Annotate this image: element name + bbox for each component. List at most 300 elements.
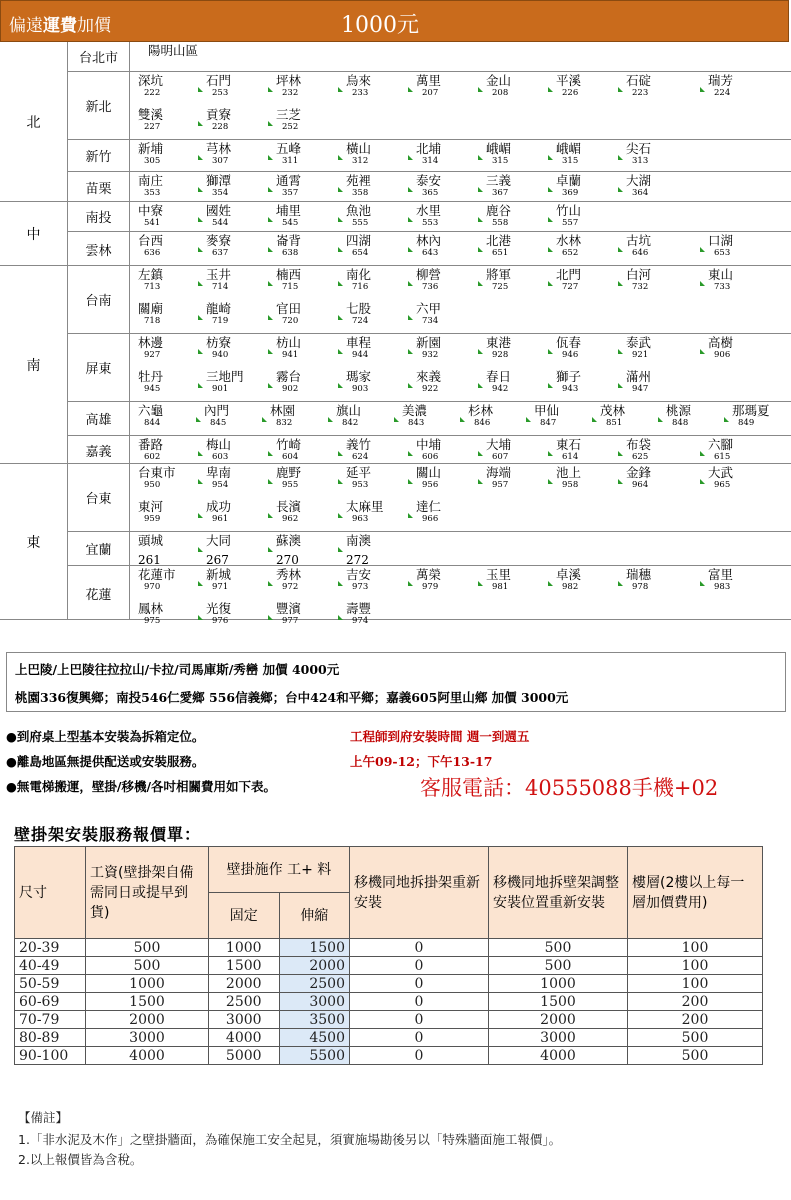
zone-postcode: 941 (282, 349, 299, 360)
zone-name: 吉安 (346, 567, 372, 582)
zone-postcode: 553 (422, 217, 439, 228)
zone-postcode: 544 (212, 217, 229, 228)
table-cell: 1500 (279, 939, 350, 957)
marker-icon (198, 615, 203, 620)
marker-icon (478, 187, 483, 192)
zone-item (346, 535, 406, 566)
header-bar (0, 0, 789, 42)
header-fixed: 固定 (209, 893, 280, 939)
zone-postcode: 906 (714, 349, 731, 360)
zone-postcode: 358 (352, 187, 369, 198)
zone-postcode: 970 (144, 581, 161, 592)
zone-name: 金鋒 (626, 465, 652, 480)
table-cell: 5000 (209, 1047, 280, 1065)
city-label: 台南 (68, 266, 130, 334)
table-cell: 200 (628, 993, 763, 1011)
zone-item (486, 143, 546, 165)
marker-icon (198, 121, 203, 126)
table-cell: 50-59 (15, 975, 86, 993)
table-cell: 2000 (209, 975, 280, 993)
zone-item (486, 269, 546, 291)
zone-list (130, 42, 791, 72)
zone-name: 旗山 (336, 403, 362, 418)
bullet-3: ●無電梯搬運，壁掛/移機/各吋相關費用如下表。 (6, 779, 277, 794)
zone-item (276, 143, 336, 165)
zone-postcode: 315 (492, 155, 509, 166)
zone-item (556, 337, 616, 359)
zone-postcode: 223 (632, 87, 649, 98)
zone-postcode: 725 (492, 281, 509, 292)
zone-name: 深坑 (138, 73, 164, 88)
marker-icon (198, 451, 203, 456)
zone-item (138, 143, 198, 165)
zone-item (138, 405, 198, 427)
zone-item (138, 109, 198, 131)
zone-name: 甲仙 (534, 403, 560, 418)
zone-name: 林內 (416, 233, 442, 248)
table-cell: 70-79 (15, 1011, 86, 1029)
zone-postcode: 846 (474, 417, 491, 428)
zone-name: 通霄 (276, 173, 302, 188)
table-cell: 1000 (209, 939, 280, 957)
zone-item (708, 75, 768, 97)
header-labor: 工資(壁掛架自備需同日或提早到貨) (86, 847, 209, 939)
zone-name: 南澳 (346, 533, 372, 548)
header-move-2: 移機同地拆壁架調整安裝位置重新安裝 (489, 847, 628, 939)
bullet-1: ●到府桌上型基本安裝為拆箱定位。 (6, 729, 205, 744)
zone-name: 延平 (346, 465, 372, 480)
table-cell: 3000 (279, 993, 350, 1011)
zone-name: 壽豐 (346, 601, 372, 616)
zone-postcode: 946 (562, 349, 579, 360)
zone-name: 台東市 (138, 465, 176, 480)
zone-item (346, 439, 406, 461)
zone-item (346, 143, 406, 165)
marker-icon (548, 349, 553, 354)
region-label: 東 (0, 464, 68, 619)
zone-item (346, 303, 406, 325)
zone-item (206, 603, 266, 625)
zone-postcode: 625 (632, 451, 649, 462)
zone-name: 北門 (556, 267, 582, 282)
marker-icon (618, 383, 623, 388)
zone-postcode: 943 (562, 383, 579, 394)
zone-list (130, 72, 791, 140)
region-1 (0, 202, 791, 266)
table-cell: 100 (628, 975, 763, 993)
remark-line-2: 2.以上報價皆為含稅。 (18, 1152, 143, 1167)
zone-item (556, 439, 616, 461)
zone-item (486, 175, 546, 197)
zone-postcode: 902 (282, 383, 299, 394)
zone-postcode: 955 (282, 479, 299, 490)
zone-name: 車程 (346, 335, 372, 350)
zone-name: 林園 (270, 403, 296, 418)
zone-item (626, 75, 686, 97)
marker-icon (408, 383, 413, 388)
table-cell: 200 (628, 1011, 763, 1029)
zone-name: 泰武 (626, 335, 652, 350)
header-amount: 1000元 (341, 13, 419, 38)
marker-icon (268, 217, 273, 222)
marker-icon (268, 451, 273, 456)
zone-item (626, 235, 686, 257)
zone-postcode: 964 (632, 479, 649, 490)
city-label: 台東 (68, 464, 130, 532)
zone-name: 國姓 (206, 203, 232, 218)
zone-item (708, 439, 768, 461)
marker-icon (338, 281, 343, 286)
table-cell: 4000 (489, 1047, 628, 1065)
marker-icon (724, 417, 729, 422)
zone-postcode: 959 (144, 513, 161, 524)
zone-postcode: 646 (632, 247, 649, 258)
zone-item (556, 467, 616, 489)
table-cell: 1500 (489, 993, 628, 1011)
zone-postcode: 733 (714, 281, 731, 292)
zone-item (346, 603, 406, 625)
marker-icon (196, 417, 201, 422)
zone-name: 番路 (138, 437, 164, 452)
zone-item (206, 109, 266, 131)
header-move-1: 移機同地拆掛架重新安裝 (350, 847, 489, 939)
zone-name: 獅潭 (206, 173, 232, 188)
zone-item (626, 371, 686, 393)
zone-name: 霧台 (276, 369, 302, 384)
zone-item (556, 143, 616, 165)
zone-name: 佤春 (556, 335, 582, 350)
zone-postcode: 603 (212, 451, 229, 462)
marker-icon (198, 217, 203, 222)
zone-item (416, 175, 476, 197)
marker-icon (548, 383, 553, 388)
zone-item (206, 75, 266, 97)
city-label: 雲林 (68, 232, 130, 266)
zone-item (346, 269, 406, 291)
zone-item (204, 405, 264, 427)
marker-icon (408, 87, 413, 92)
marker-icon (526, 417, 531, 422)
marker-icon (198, 513, 203, 518)
zone-list (130, 232, 791, 266)
zone-name: 來義 (416, 369, 442, 384)
zone-item (416, 569, 476, 591)
zone-item (138, 175, 198, 197)
table-cell: 0 (350, 975, 489, 993)
zone-postcode: 270 (276, 552, 299, 567)
zone-name: 頭城 (138, 533, 164, 548)
zone-postcode: 932 (422, 349, 439, 360)
zone-postcode: 921 (632, 349, 649, 360)
marker-icon (268, 187, 273, 192)
zone-name: 魚池 (346, 203, 372, 218)
zone-item (206, 467, 266, 489)
zone-postcode: 354 (212, 187, 229, 198)
marker-icon (478, 281, 483, 286)
marker-icon (548, 187, 553, 192)
zone-name: 柳營 (416, 267, 442, 282)
zone-postcode: 226 (562, 87, 579, 98)
remarks-title: 【備註】 (18, 1110, 69, 1125)
table-row (15, 1029, 763, 1047)
zone-item (346, 337, 406, 359)
table-cell: 500 (628, 1029, 763, 1047)
zone-postcode: 981 (492, 581, 509, 592)
zone-item (276, 439, 336, 461)
zone-item (486, 439, 546, 461)
zone-item (206, 439, 266, 461)
zone-list (130, 334, 791, 402)
zone-postcode: 719 (212, 315, 229, 326)
table-cell: 100 (628, 957, 763, 975)
marker-icon (408, 217, 413, 222)
marker-icon (268, 615, 273, 620)
marker-icon (268, 315, 273, 320)
zone-name: 富里 (708, 567, 734, 582)
zone-postcode: 848 (672, 417, 689, 428)
zone-name: 成功 (206, 499, 232, 514)
zone-postcode: 957 (492, 479, 509, 490)
marker-icon (700, 451, 705, 456)
marker-icon (548, 581, 553, 586)
zone-name: 東石 (556, 437, 582, 452)
zone-item (556, 175, 616, 197)
zone-postcode: 975 (144, 615, 161, 626)
marker-icon (268, 547, 273, 552)
zone-name: 布袋 (626, 437, 652, 452)
zone-name: 古坑 (626, 233, 652, 248)
marker-icon (478, 451, 483, 456)
zone-item (346, 205, 406, 227)
zone-name: 水林 (556, 233, 582, 248)
zone-name: 北埔 (416, 141, 442, 156)
zone-item (708, 269, 768, 291)
header-extend: 伸縮 (279, 893, 350, 939)
zone-name: 茂林 (600, 403, 626, 418)
zone-name: 竹崎 (276, 437, 302, 452)
region-label: 北 (0, 42, 68, 201)
marker-icon (548, 451, 553, 456)
zone-postcode: 228 (212, 121, 229, 132)
zone-list (130, 464, 791, 532)
zone-item (626, 439, 686, 461)
zone-name: 新埔 (138, 141, 164, 156)
zone-item (206, 205, 266, 227)
zone-postcode: 364 (632, 187, 649, 198)
zone-name: 卑南 (206, 465, 232, 480)
zone-postcode: 624 (352, 451, 369, 462)
city-label: 新北 (68, 72, 130, 140)
marker-icon (408, 281, 413, 286)
zone-postcode: 261 (138, 552, 161, 567)
city-label: 南投 (68, 202, 130, 232)
zone-name: 玉里 (486, 567, 512, 582)
zone-postcode: 847 (540, 417, 557, 428)
zone-item (708, 467, 768, 489)
zone-name: 萬榮 (416, 567, 442, 582)
marker-icon (700, 87, 705, 92)
zone-list (130, 140, 791, 172)
marker-icon (478, 87, 483, 92)
zone-item (486, 467, 546, 489)
marker-icon (198, 349, 203, 354)
zone-item (138, 467, 198, 489)
zone-item (556, 569, 616, 591)
zone-name: 麥寮 (206, 233, 232, 248)
table-cell: 90-100 (15, 1047, 86, 1065)
zone-item (276, 303, 336, 325)
zone-name: 光復 (206, 601, 232, 616)
zone-name: 水里 (416, 203, 442, 218)
zone-item (486, 371, 546, 393)
zone-item (346, 75, 406, 97)
zone-item (206, 535, 266, 566)
zone-postcode: 727 (562, 281, 579, 292)
marker-icon (548, 479, 553, 484)
zone-postcode: 950 (144, 479, 161, 490)
marker-icon (700, 281, 705, 286)
city-label: 苗栗 (68, 172, 130, 202)
zone-postcode: 637 (212, 247, 229, 258)
table-row (15, 993, 763, 1011)
price-table-title: 壁掛架安裝服務報價單： (14, 825, 202, 844)
marker-icon (548, 247, 553, 252)
marker-icon (700, 349, 705, 354)
table-cell: 0 (350, 1047, 489, 1065)
zone-name: 枋山 (276, 335, 302, 350)
zone-name: 竹山 (556, 203, 582, 218)
table-cell: 0 (350, 1011, 489, 1029)
zone-postcode: 961 (212, 513, 229, 524)
marker-icon (338, 247, 343, 252)
zone-name: 平溪 (556, 73, 582, 88)
marker-icon (268, 121, 273, 126)
zone-name: 龍崎 (206, 301, 232, 316)
zone-item (346, 371, 406, 393)
table-cell: 80-89 (15, 1029, 86, 1047)
zone-postcode: 312 (352, 155, 369, 166)
zone-postcode: 643 (422, 247, 439, 258)
zone-postcode: 713 (144, 281, 161, 292)
zone-postcode: 971 (212, 581, 229, 592)
zone-postcode: 956 (422, 479, 439, 490)
zone-name: 海端 (486, 465, 512, 480)
zone-postcode: 233 (352, 87, 369, 98)
zone-item (486, 569, 546, 591)
zone-name: 瑞芳 (708, 73, 734, 88)
zone-name: 大武 (708, 465, 734, 480)
table-cell: 500 (86, 957, 209, 975)
table-cell: 3000 (209, 1011, 280, 1029)
zone-item (416, 269, 476, 291)
zone-postcode: 315 (562, 155, 579, 166)
table-cell: 500 (489, 939, 628, 957)
zone-name: 楠西 (276, 267, 302, 282)
zone-postcode: 222 (144, 87, 161, 98)
zone-name: 南化 (346, 267, 372, 282)
zone-item (626, 143, 686, 165)
table-cell: 1000 (86, 975, 209, 993)
zone-item (666, 405, 726, 427)
zone-postcode: 724 (352, 315, 369, 326)
zone-name: 瑪家 (346, 369, 372, 384)
zone-list (130, 172, 791, 202)
zone-postcode: 958 (562, 479, 579, 490)
zone-postcode: 843 (408, 417, 425, 428)
zone-item (336, 405, 396, 427)
zone-item (138, 535, 198, 566)
marker-icon (618, 187, 623, 192)
header-size: 尺寸 (15, 847, 86, 939)
zone-name: 貢寮 (206, 107, 232, 122)
zone-item (276, 75, 336, 97)
zone-postcode: 953 (352, 479, 369, 490)
zone-postcode: 558 (492, 217, 509, 228)
city-label: 花蓮 (68, 566, 130, 620)
zone-name: 埔里 (276, 203, 302, 218)
zone-postcode: 541 (144, 217, 161, 228)
zone-postcode: 978 (632, 581, 649, 592)
zone-item (276, 175, 336, 197)
zone-postcode: 963 (352, 513, 369, 524)
zone-item (276, 205, 336, 227)
zone-name: 新園 (416, 335, 442, 350)
zone-name: 官田 (276, 301, 302, 316)
city-label: 嘉義 (68, 436, 130, 464)
zone-postcode: 979 (422, 581, 439, 592)
marker-icon (618, 451, 623, 456)
zone-name: 中寮 (138, 203, 164, 218)
marker-icon (408, 349, 413, 354)
marker-icon (618, 349, 623, 354)
marker-icon (478, 479, 483, 484)
marker-icon (338, 451, 343, 456)
zone-postcode: 606 (422, 451, 439, 462)
marker-icon (268, 281, 273, 286)
zone-postcode: 732 (632, 281, 649, 292)
zone-item (346, 501, 406, 523)
zone-item (206, 143, 266, 165)
marker-icon (328, 417, 333, 422)
marker-icon (338, 87, 343, 92)
zone-postcode: 314 (422, 155, 439, 166)
marker-icon (198, 87, 203, 92)
marker-icon (408, 513, 413, 518)
zone-item (486, 337, 546, 359)
marker-icon (408, 155, 413, 160)
extra-note-1: 上巴陵/上巴陵往拉拉山/卡拉/司馬庫斯/秀巒 加價 4000元 (15, 662, 340, 677)
zone-name: 五峰 (276, 141, 302, 156)
marker-icon (198, 547, 203, 552)
zone-postcode: 940 (212, 349, 229, 360)
zone-item (626, 269, 686, 291)
table-cell: 2500 (209, 993, 280, 1011)
marker-icon (268, 581, 273, 586)
zone-item (206, 303, 266, 325)
marker-icon (198, 315, 203, 320)
zone-name: 東山 (708, 267, 734, 282)
zone-name: 三芝 (276, 107, 302, 122)
table-cell: 500 (86, 939, 209, 957)
marker-icon (478, 155, 483, 160)
zone-postcode: 232 (282, 87, 299, 98)
marker-icon (548, 281, 553, 286)
zone-name: 陽明山區 (148, 43, 199, 58)
zone-name: 池上 (556, 465, 582, 480)
marker-icon (700, 247, 705, 252)
zone-postcode: 305 (144, 155, 161, 166)
table-cell: 0 (350, 957, 489, 975)
